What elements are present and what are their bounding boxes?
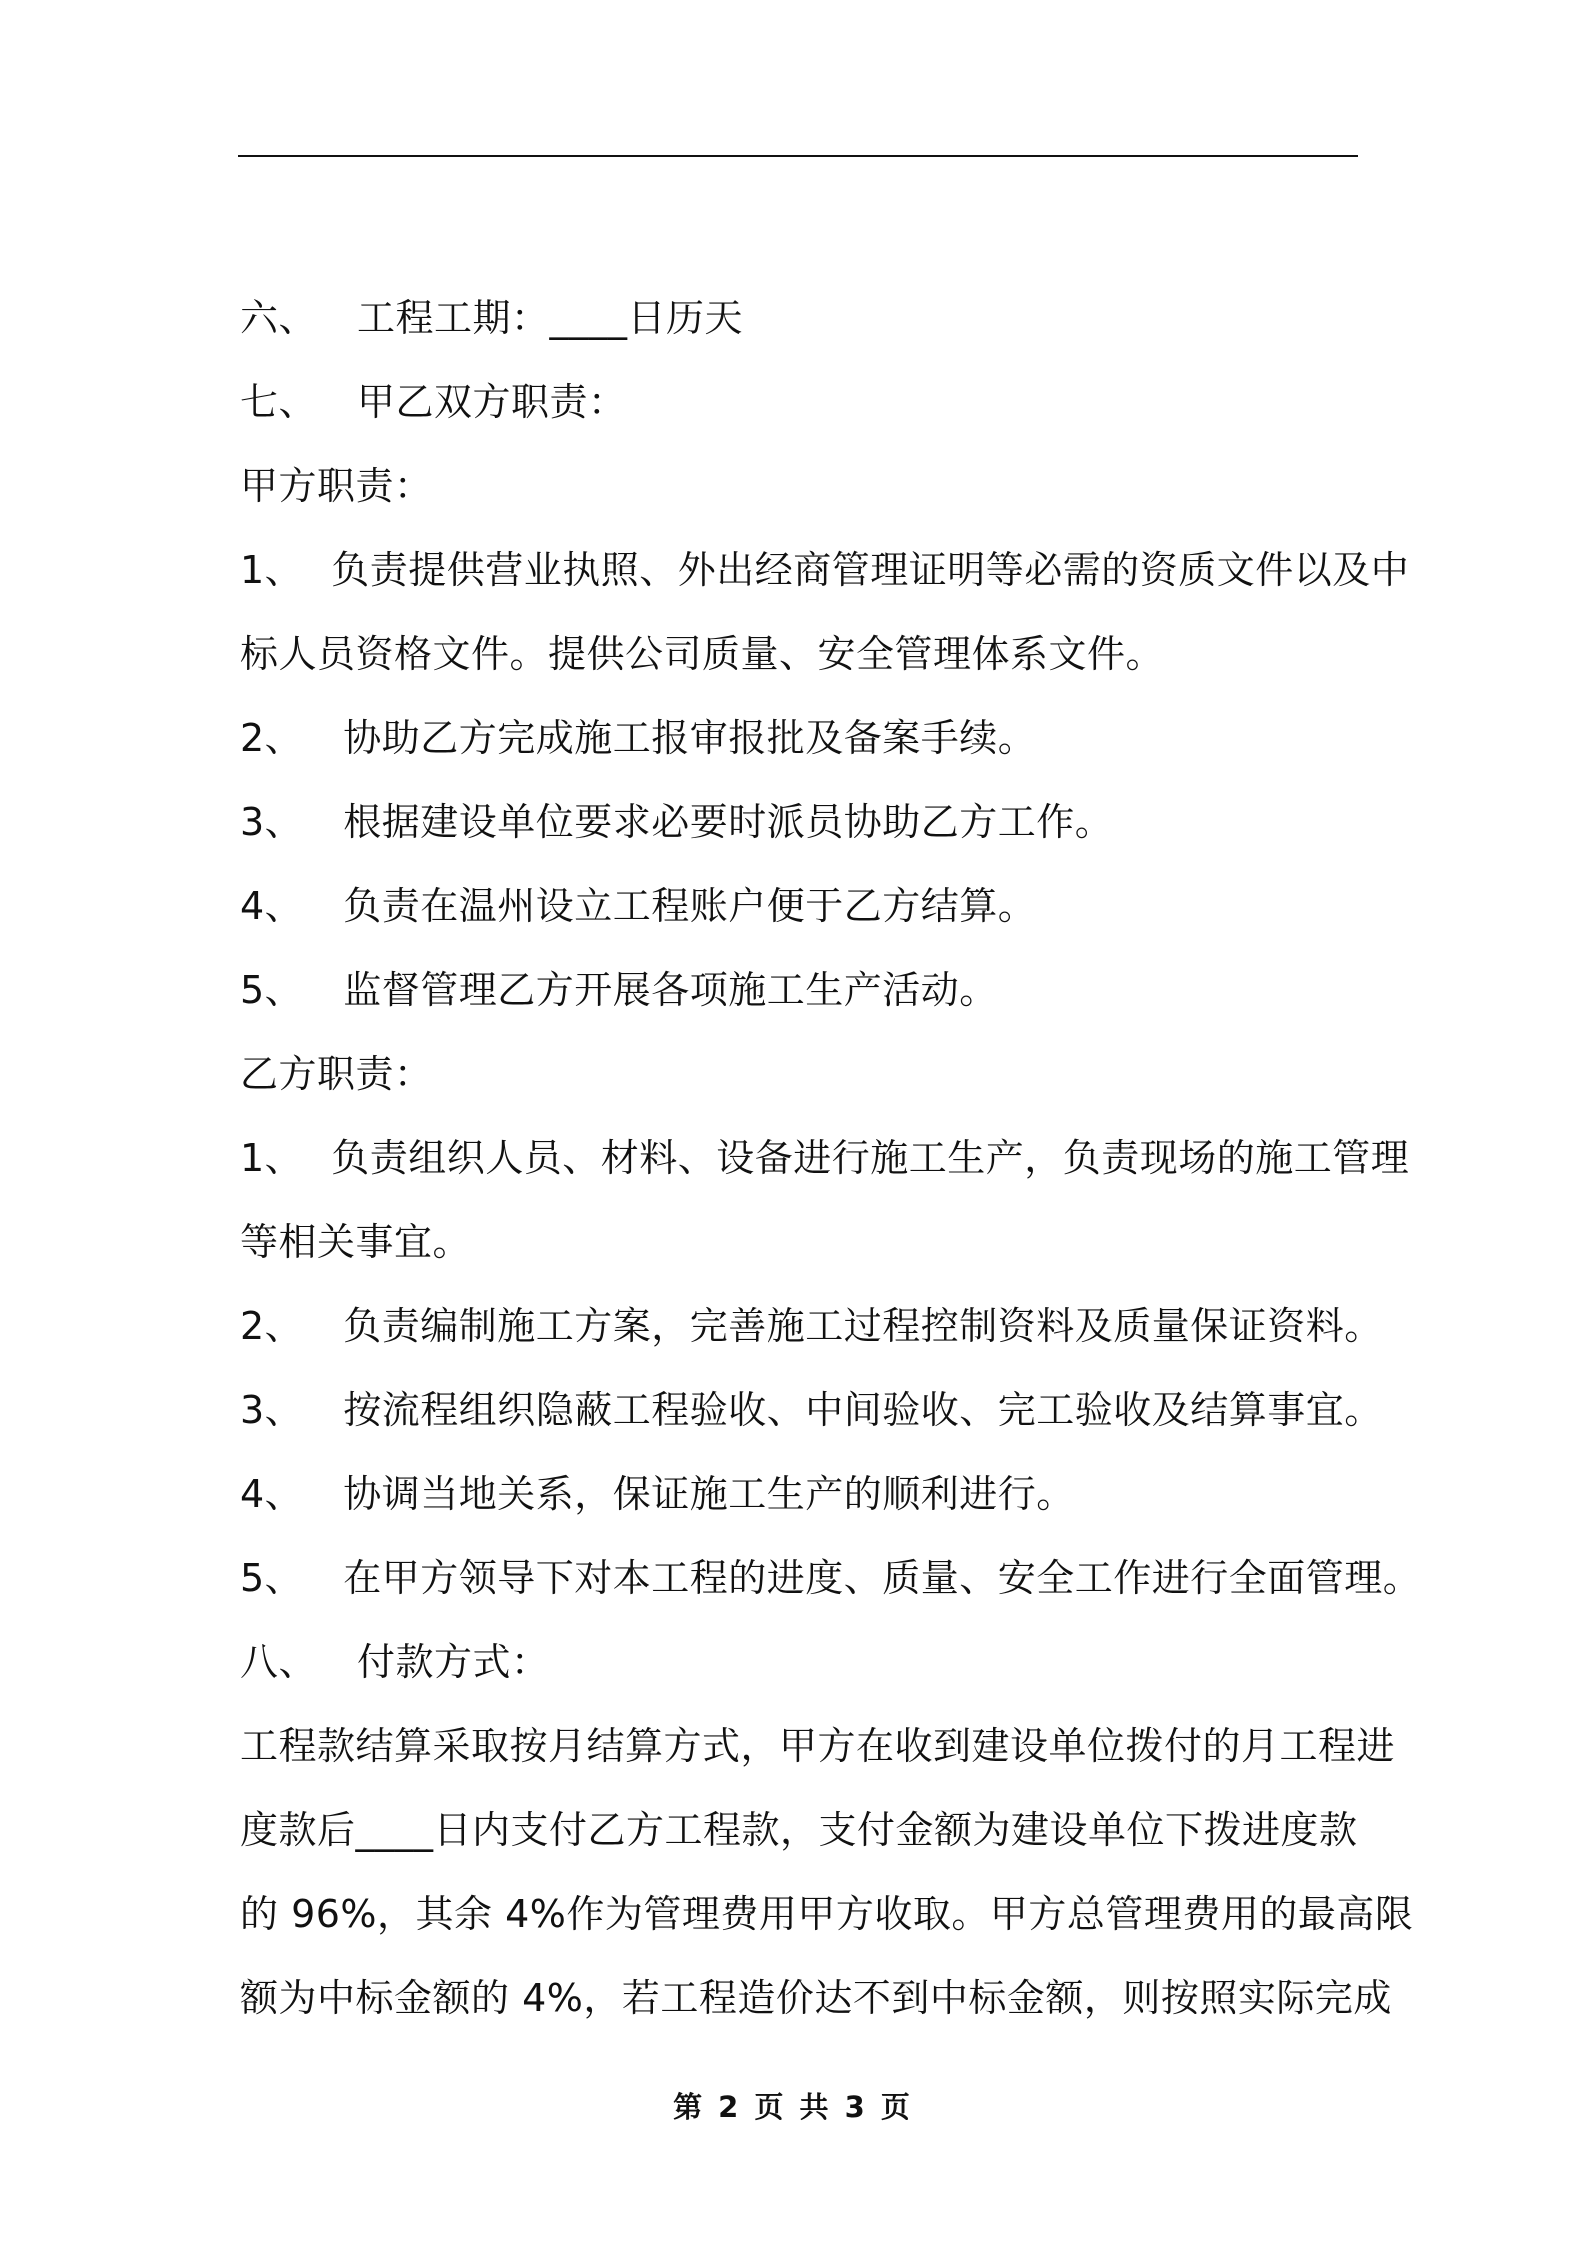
item-number: 2、 xyxy=(240,1304,304,1348)
line-text: 负责组织人员、材料、设备进行施工生产，负责现场的施工管理 xyxy=(331,1136,1410,1180)
document-line xyxy=(240,1704,1396,1788)
document-body xyxy=(240,276,1422,2040)
line-text: 在甲方领导下对本工程的进度、质量、安全工作进行全面管理。 xyxy=(343,1556,1422,1600)
line-text: 协调当地关系，保证施工生产的顺利进行。 xyxy=(343,1472,1075,1516)
line-text: 甲方职责： xyxy=(240,464,433,508)
item-number: 4、 xyxy=(240,1472,304,1516)
line-text: 负责提供营业执照、外出经商管理证明等必需的资质文件以及中 xyxy=(331,548,1410,592)
document-line xyxy=(240,276,1360,360)
item-number: 七、 xyxy=(240,380,318,424)
line-text: 的 96%，其余 4%作为管理费用甲方收取。甲方总管理费用的最高限 xyxy=(240,1892,1414,1936)
item-number: 5、 xyxy=(240,968,304,1012)
line-text: 根据建设单位要求必要时派员协助乙方工作。 xyxy=(343,800,1114,844)
document-line xyxy=(240,360,1360,444)
document-line xyxy=(240,444,1360,528)
item-number: 1、 xyxy=(240,548,304,592)
line-text: 监督管理乙方开展各项施工生产活动。 xyxy=(343,968,998,1012)
item-number: 3、 xyxy=(240,800,304,844)
document-line xyxy=(240,1956,1392,2040)
line-text: 乙方职责： xyxy=(240,1052,433,1096)
item-number: 2、 xyxy=(240,716,304,760)
line-text: 额为中标金额的 4%，若工程造价达不到中标金额，则按照实际完成 xyxy=(240,1976,1392,2020)
page-footer: 第 2 页 共 3 页 xyxy=(673,2090,913,2124)
line-text: 工程工期：____日历天 xyxy=(357,296,744,340)
document-line xyxy=(240,864,1360,948)
line-text: 按流程组织隐蔽工程验收、中间验收、完工验收及结算事宜。 xyxy=(343,1388,1383,1432)
document-line xyxy=(240,948,1360,1032)
document-line xyxy=(240,1284,1383,1368)
document-line xyxy=(240,1620,1360,1704)
item-number: 1、 xyxy=(240,1136,304,1180)
item-number: 5、 xyxy=(240,1556,304,1600)
line-text: 等相关事宜。 xyxy=(240,1220,472,1264)
line-text: 负责编制施工方案，完善施工过程控制资料及质量保证资料。 xyxy=(343,1304,1383,1348)
document-line xyxy=(240,1200,1360,1284)
line-text: 度款后____日内支付乙方工程款，支付金额为建设单位下拨进度款 xyxy=(240,1808,1358,1852)
document-line xyxy=(240,1116,1410,1200)
item-number: 3、 xyxy=(240,1388,304,1432)
document-line xyxy=(240,1452,1360,1536)
line-text: 甲乙双方职责： xyxy=(357,380,627,424)
document-line xyxy=(240,528,1410,612)
line-text: 工程款结算采取按月结算方式，甲方在收到建设单位拨付的月工程进 xyxy=(240,1724,1396,1768)
document-line xyxy=(240,1872,1414,1956)
document-line xyxy=(240,780,1360,864)
document-line xyxy=(240,1368,1383,1452)
line-text: 付款方式： xyxy=(357,1640,550,1684)
header-rule xyxy=(238,155,1358,157)
line-text: 标人员资格文件。提供公司质量、安全管理体系文件。 xyxy=(240,632,1165,676)
item-number: 六、 xyxy=(240,296,318,340)
document-line xyxy=(240,696,1360,780)
document-line xyxy=(240,1032,1360,1116)
line-text: 协助乙方完成施工报审报批及备案手续。 xyxy=(343,716,1037,760)
item-number: 八、 xyxy=(240,1640,318,1684)
document-line xyxy=(240,612,1360,696)
line-text: 负责在温州设立工程账户便于乙方结算。 xyxy=(343,884,1037,928)
item-number: 4、 xyxy=(240,884,304,928)
document-line xyxy=(240,1536,1422,1620)
document-line xyxy=(240,1788,1360,1872)
